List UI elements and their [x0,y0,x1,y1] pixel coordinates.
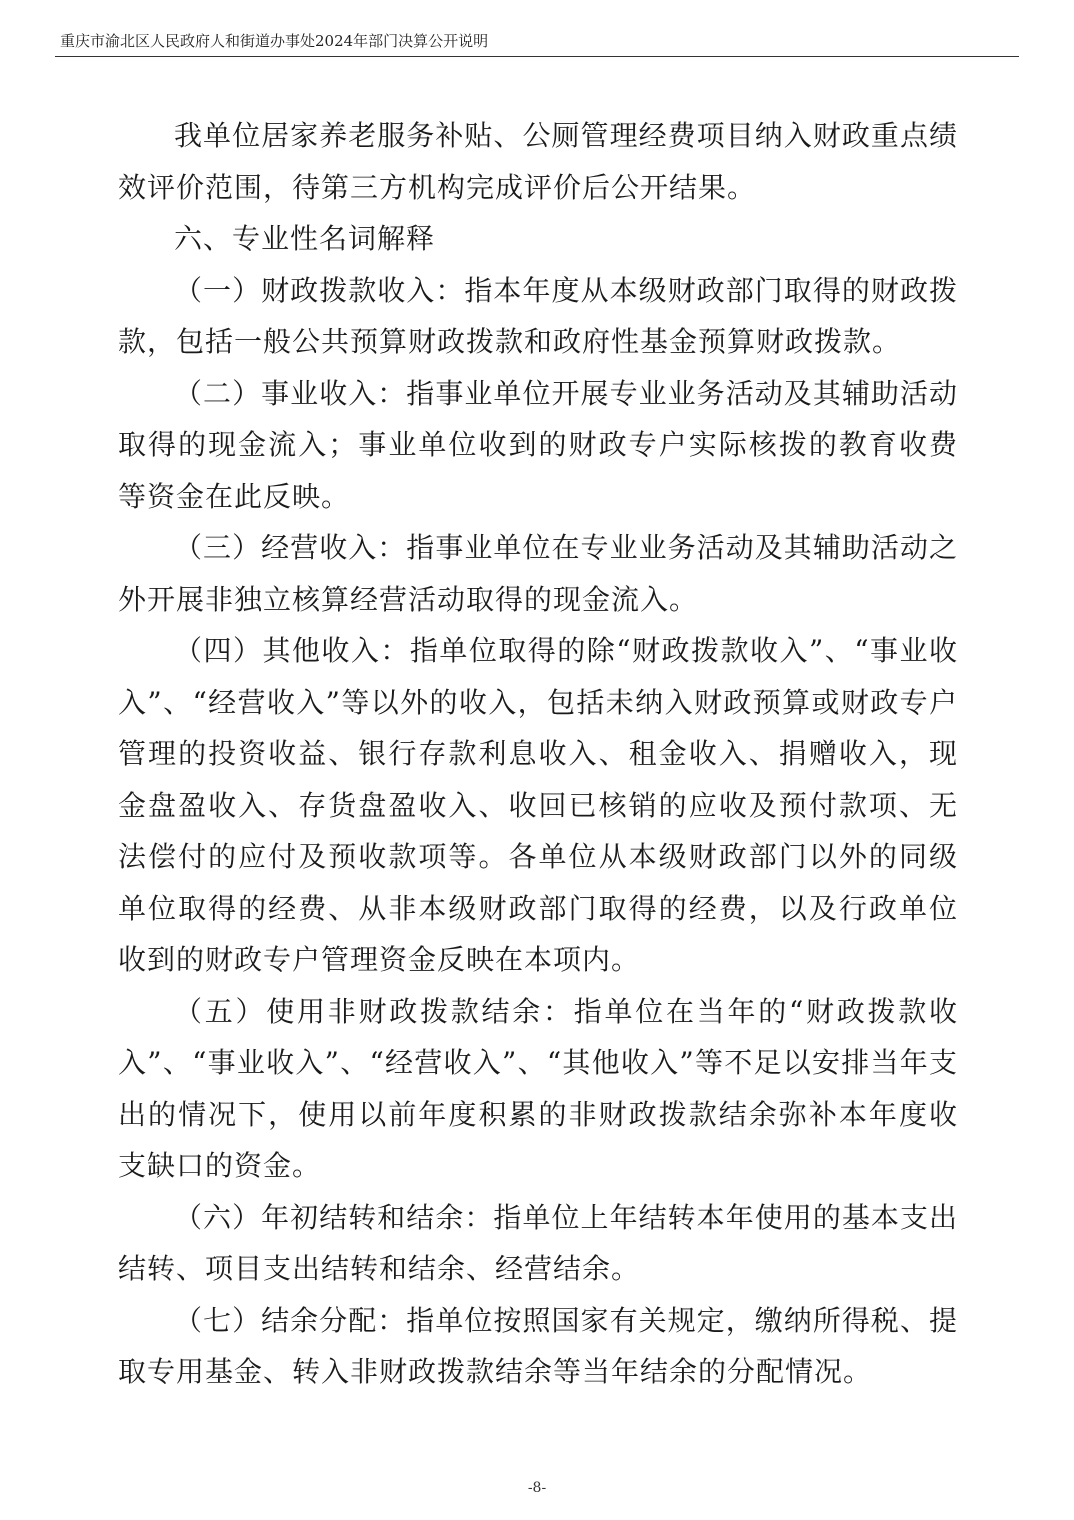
header-divider [55,56,1019,57]
term-paragraph: （五）使用非财政拨款结余：指单位在当年的“财政拨款收入”、“事业收入”、“经营收入”、“其他收入”等不足以安排当年支出的情况下，使用以前年度积累的非财政拨款结余弥补本年度收支缺口的资金。 [118,994,958,1182]
document-body [118,110,958,1398]
intro-paragraph: 我单位居家养老服务补贴、公厕管理经费项目纳入财政重点绩效评价范围，待第三方机构完成评价后公开结果。 [118,119,958,204]
page-header-title: 重庆市渝北区人民政府人和街道办事处2024年部门决算公开说明 [60,32,489,50]
term-paragraph: （七）结余分配：指单位按照国家有关规定，缴纳所得税、提取专用基金、转入非财政拨款结余等当年结余的分配情况。 [118,1303,958,1388]
term-paragraph: （二）事业收入：指事业单位开展专业业务活动及其辅助活动取得的现金流入；事业单位收到的财政专户实际核拨的教育收费等资金在此反映。 [118,376,958,513]
section-heading: 六、专业性名词解释 [174,222,436,255]
page-number: -8- [527,1480,547,1496]
term-paragraph: （三）经营收入：指事业单位在专业业务活动及其辅助活动之外开展非独立核算经营活动取得的现金流入。 [118,531,958,616]
term-paragraph: （一）财政拨款收入：指本年度从本级财政部门取得的财政拨款，包括一般公共预算财政拨款和政府性基金预算财政拨款。 [118,273,958,358]
term-paragraph: （六）年初结转和结余：指单位上年结转本年使用的基本支出结转、项目支出结转和结余、经营结余。 [118,1200,958,1285]
term-paragraph: （四）其他收入：指单位取得的除“财政拨款收入”、“事业收入”、“经营收入”等以外的收入，包括未纳入财政预算或财政专户管理的投资收益、银行存款利息收入、租金收入、捐赠收入，现金盘盈收入、存货盘盈收入、收回已核销的应收及预付款项、无法偿付的应付及预收款项等。各单位从本级财政部门以外的同级单位取得的经费、从非本级财政部门取得的经费，以及行政单位收到的财政专户管理资金反映在本项内。 [118,634,958,976]
